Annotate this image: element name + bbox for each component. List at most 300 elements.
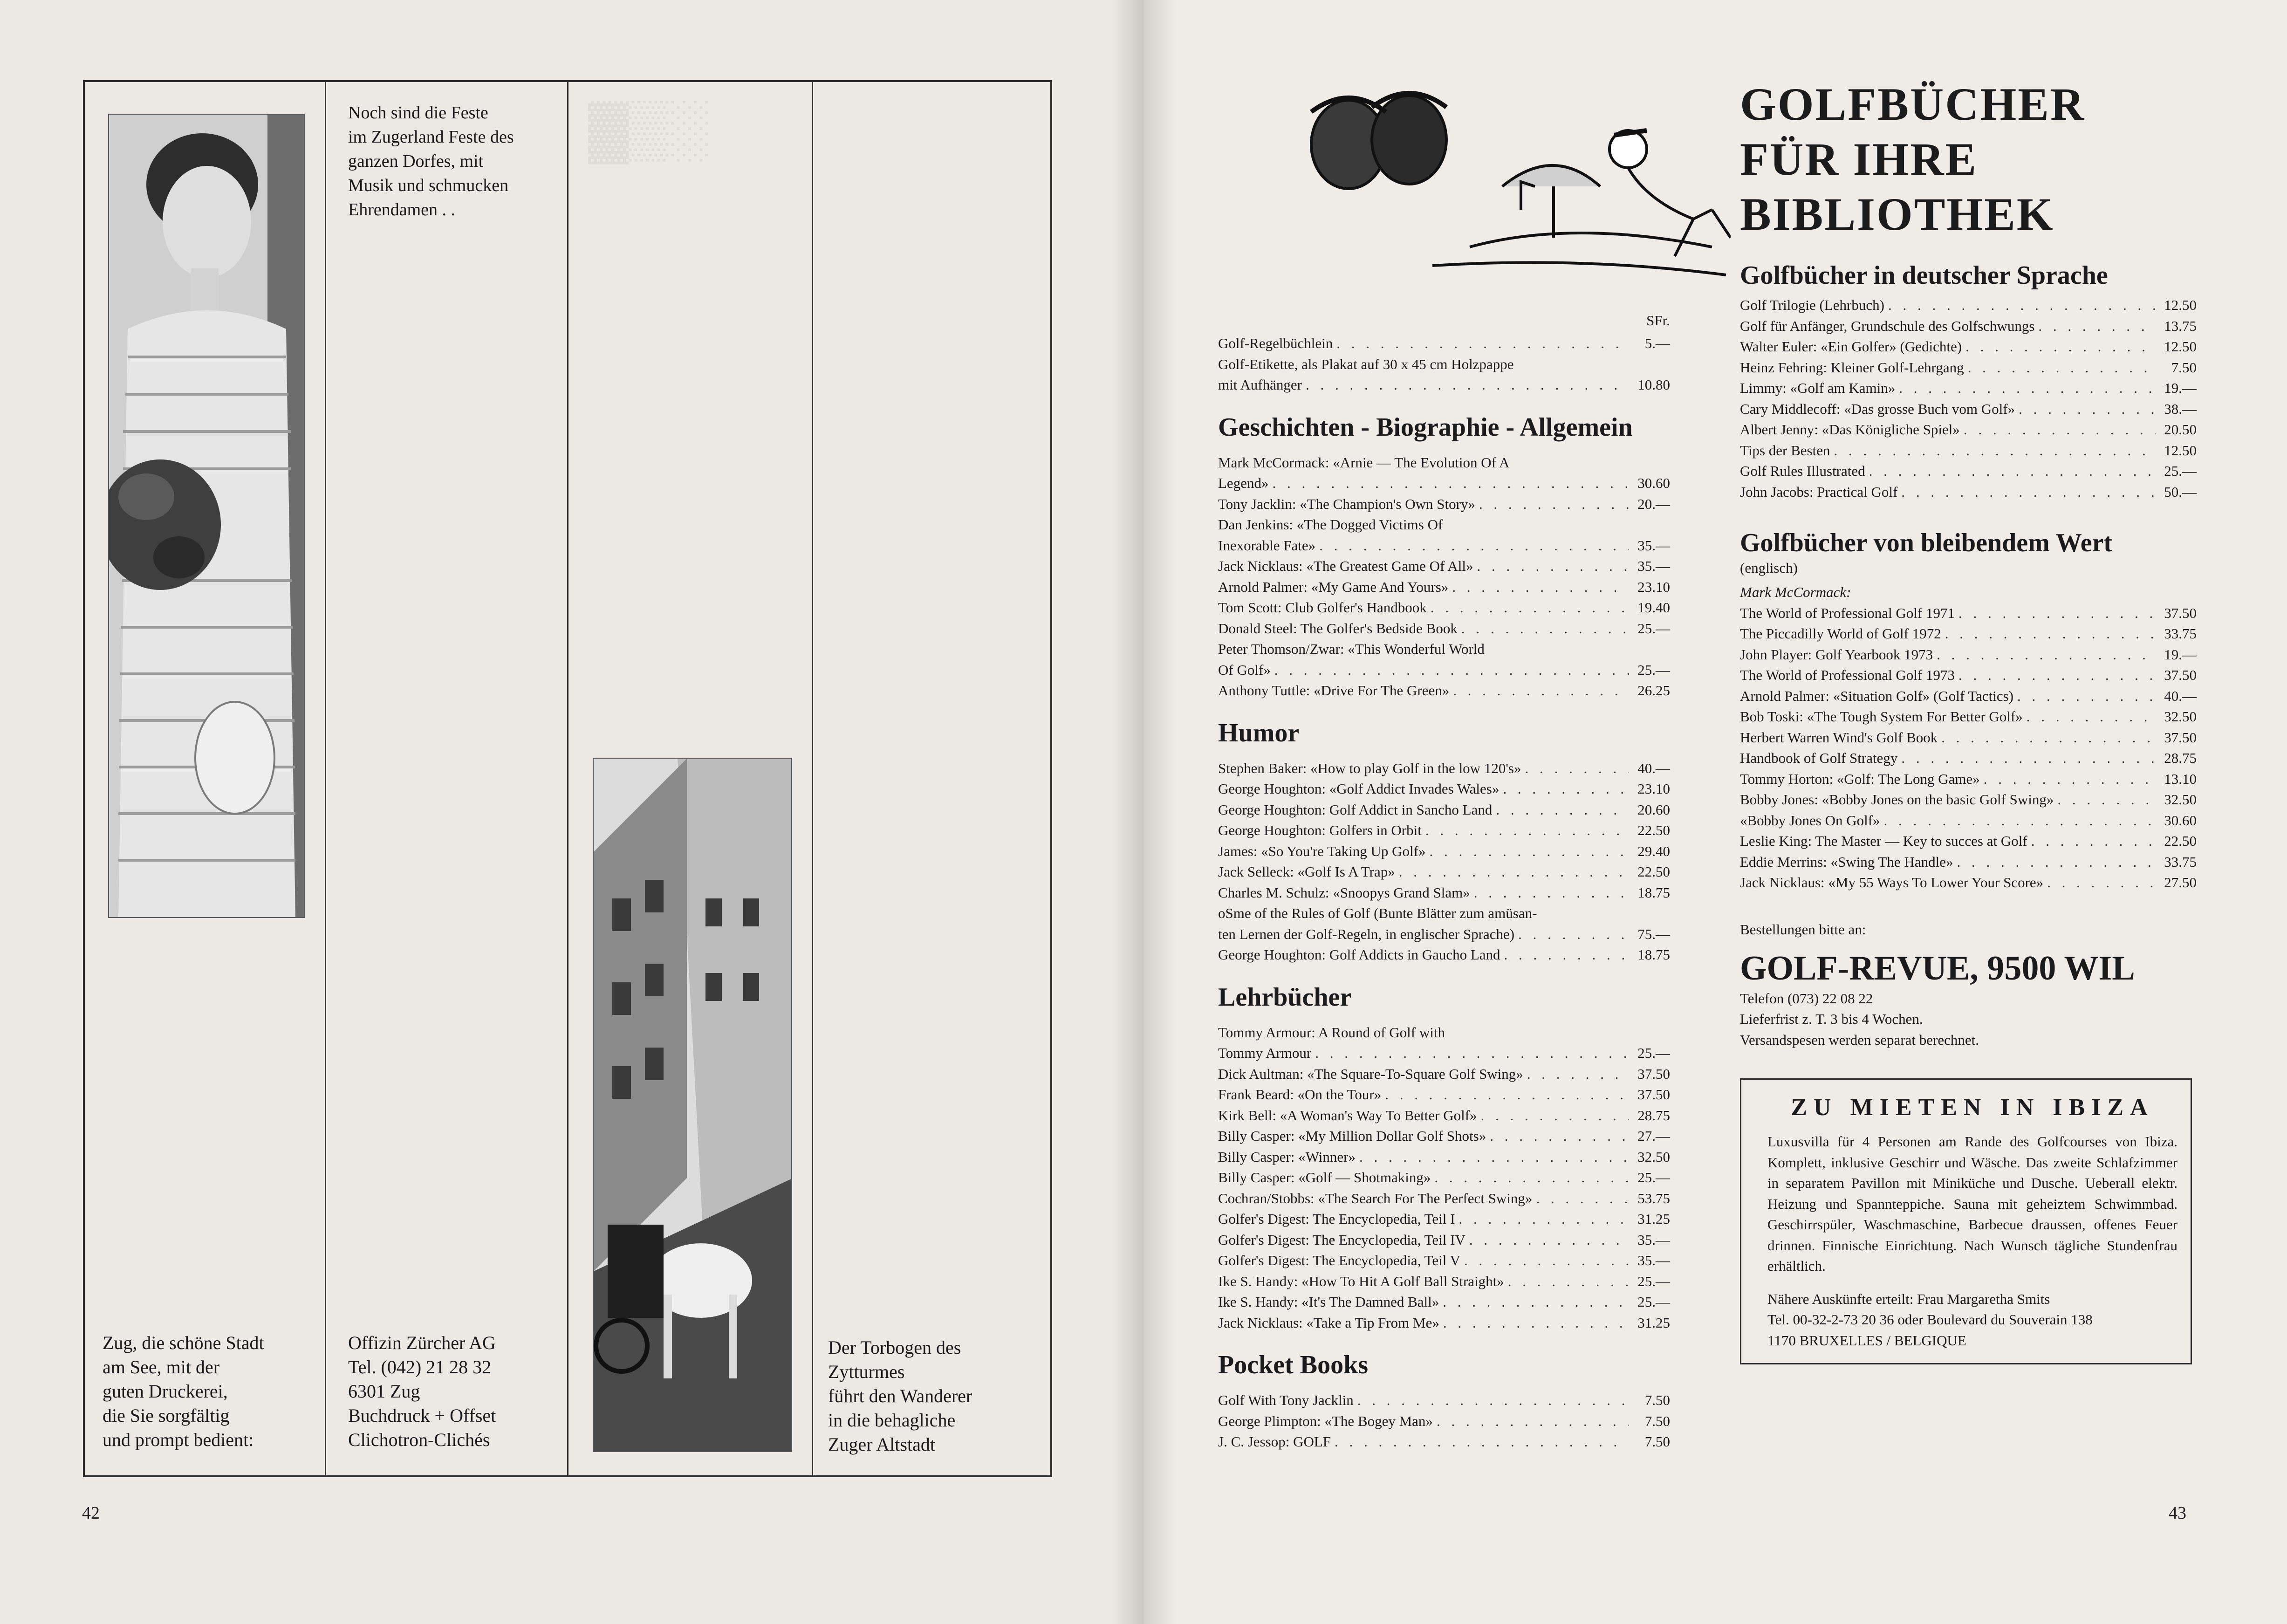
caption-line: in die behagliche	[828, 1410, 956, 1431]
order-lead: Bestellungen bitte an:	[1740, 921, 1866, 938]
leader-dots	[1443, 1292, 1629, 1313]
grid-divider	[812, 82, 813, 1475]
photo-woman-with-flowers	[108, 114, 305, 918]
item-price: 19.—	[2164, 646, 2197, 663]
order-detail: Telefon (073) 22 08 22	[1740, 990, 1873, 1007]
item-title: Mark McCormack: «Arnie — The Evolution Of A	[1218, 454, 1510, 471]
leader-dots	[2031, 831, 2156, 852]
caption-line: im Zugerland Feste des	[348, 127, 514, 147]
item-title: Jack Selleck: «Golf Is A Trap»	[1218, 863, 1395, 880]
lasting-book-list	[1740, 603, 2197, 893]
gutter-shadow	[1144, 0, 1176, 1624]
item-price: 7.50	[1644, 1433, 1670, 1450]
caption-line: Zytturmes	[828, 1361, 905, 1382]
list-item	[1740, 769, 2197, 790]
item-price: 25.—	[1637, 1169, 1670, 1185]
item-price: 12.50	[2164, 338, 2197, 355]
item-title: Arnold Palmer: «Situation Golf» (Golf Tactics)	[1740, 687, 2014, 704]
item-price: 37.50	[2164, 604, 2197, 621]
leader-dots	[1490, 1126, 1629, 1147]
leader-dots	[1461, 618, 1629, 639]
item-price: 27.50	[2164, 874, 2197, 891]
leader-dots	[1958, 665, 2156, 686]
leader-dots	[1964, 419, 2156, 440]
list-item	[1218, 1167, 1670, 1188]
caption-zug	[103, 1331, 322, 1452]
item-price: 35.—	[1637, 1252, 1670, 1268]
section-heading: Geschichten - Biographie - Allgemein	[1218, 412, 1633, 442]
item-title: George Houghton: Golf Addicts in Gaucho Land	[1218, 946, 1500, 963]
contact-line: 1170 BRUXELLES / BELGIQUE	[1767, 1332, 1966, 1349]
item-price: 32.50	[1637, 1148, 1670, 1165]
item-price: 33.75	[2164, 853, 2197, 870]
item-price: 28.75	[2164, 750, 2197, 766]
currency-label: SFr.	[1646, 312, 1670, 329]
list-item	[1740, 440, 2197, 461]
item-title: Bob Toski: «The Tough System For Better Golf»	[1740, 708, 2023, 725]
list-item	[1218, 1147, 1670, 1168]
cartoon-illustration	[1293, 79, 1731, 294]
leader-dots	[1496, 800, 1629, 821]
item-title: The World of Professional Golf 1971	[1740, 604, 1955, 621]
leader-dots	[1335, 1432, 1629, 1453]
item-price: 20.50	[2164, 421, 2197, 438]
list-item	[1218, 800, 1670, 821]
page-number: 42	[82, 1503, 100, 1523]
leader-dots	[1385, 1084, 1629, 1105]
list-item	[1218, 1271, 1670, 1292]
list-item	[1218, 680, 1670, 701]
item-title: Golf-Regelbüchlein	[1218, 335, 1333, 351]
item-title: Billy Casper: «Golf — Shotmaking»	[1218, 1169, 1431, 1185]
section-heading: Pocket Books	[1218, 1350, 1368, 1379]
page-title	[1740, 77, 2197, 242]
list-item	[1218, 924, 1670, 945]
item-title: Albert Jenny: «Das Königliche Spiel»	[1740, 421, 1960, 438]
book-list-sections	[1218, 333, 1670, 1453]
list-item	[1218, 820, 1670, 841]
item-title: Tom Scott: Club Golfer's Handbook	[1218, 599, 1427, 616]
item-price: 28.75	[1637, 1107, 1670, 1124]
leader-dots	[1504, 945, 1629, 966]
leader-dots	[1479, 494, 1629, 515]
item-title: The World of Professional Golf 1973	[1740, 667, 1955, 683]
item-price: 31.25	[1637, 1211, 1670, 1227]
leader-dots	[1429, 841, 1629, 862]
item-price: 50.—	[2164, 483, 2197, 500]
item-price: 10.80	[1637, 377, 1670, 393]
bleed-through-texture: ▓▒░	[588, 97, 708, 159]
item-price: 22.50	[1637, 822, 1670, 838]
item-price: 75.—	[1637, 925, 1670, 942]
list-item	[1740, 727, 2197, 748]
item-title: Herbert Warren Wind's Golf Book	[1740, 729, 1938, 746]
item-title: John Player: Golf Yearbook 1973	[1740, 646, 1933, 663]
item-title: Handbook of Golf Strategy	[1740, 750, 1898, 766]
ibiza-advert-box	[1740, 1078, 2192, 1364]
item-price: 30.60	[2164, 812, 2197, 829]
leader-dots	[1508, 1271, 1629, 1292]
leader-dots	[1536, 1188, 1629, 1209]
item-title: Bobby Jones: «Bobby Jones on the basic Golf Swing»	[1740, 791, 2054, 808]
leader-dots	[1901, 748, 2156, 769]
item-title: Kirk Bell: «A Woman's Way To Better Golf»	[1218, 1107, 1477, 1124]
list-item	[1218, 514, 1670, 535]
list-item	[1740, 482, 2197, 503]
title-line: BIBLIOTHEK	[1740, 188, 2054, 240]
caption-line: Buchdruck + Offset	[348, 1405, 496, 1426]
list-item	[1218, 1390, 1670, 1411]
leader-dots	[1458, 1209, 1629, 1230]
leader-dots	[1306, 375, 1629, 396]
woman-illustration	[109, 115, 305, 918]
leader-dots	[1315, 1043, 1629, 1064]
page-number: 43	[2169, 1503, 2186, 1523]
list-item	[1218, 1411, 1670, 1432]
section-heading-german: Golfbücher in deutscher Sprache	[1740, 261, 2108, 290]
item-title: James: «So You're Taking Up Golf»	[1218, 843, 1426, 859]
item-title: Legend»	[1218, 475, 1269, 491]
list-item	[1740, 624, 2197, 644]
list-item	[1740, 316, 2197, 337]
caption-line: Zuger Altstadt	[828, 1434, 935, 1455]
item-title: Cochran/Stobbs: «The Search For The Perfect Swing»	[1218, 1190, 1533, 1206]
leader-dots	[2019, 399, 2156, 420]
title-line: GOLFBÜCHER	[1740, 78, 2086, 130]
leader-dots	[1452, 577, 1629, 598]
list-item	[1218, 494, 1670, 515]
list-item	[1218, 1084, 1670, 1105]
item-price: 20.60	[1637, 801, 1670, 818]
caption-feste	[348, 101, 558, 222]
item-price: 25.—	[1637, 661, 1670, 678]
caption-line: ganzen Dorfes, mit	[348, 151, 484, 171]
caption-line: Der Torbogen des	[828, 1337, 961, 1358]
leader-dots	[1443, 1313, 1629, 1334]
leader-dots	[1899, 378, 2156, 399]
list-item	[1218, 354, 1670, 375]
item-title: Tips der Besten	[1740, 442, 1830, 459]
leader-dots	[1884, 810, 2156, 831]
leader-dots	[1434, 1167, 1629, 1188]
caption-line: Musik und schmucken	[348, 176, 509, 195]
list-item	[1740, 748, 2197, 769]
item-price: 29.40	[1637, 843, 1670, 859]
list-item	[1218, 618, 1670, 639]
leader-dots	[1869, 461, 2156, 482]
item-price: 12.50	[2164, 297, 2197, 313]
list-item	[1218, 1126, 1670, 1147]
street-illustration	[594, 759, 792, 1452]
list-item	[1218, 333, 1670, 354]
list-item	[1740, 706, 2197, 727]
item-title: oSme of the Rules of Golf (Bunte Blätter zum amüsan-	[1218, 905, 1537, 921]
item-title: Golfer's Digest: The Encyclopedia, Teil V	[1218, 1252, 1460, 1268]
item-title: Billy Casper: «My Million Dollar Golf Shots»	[1218, 1128, 1486, 1144]
item-title: Stephen Baker: «How to play Golf in the low 120's»	[1218, 760, 1521, 776]
item-title: Of Golf»	[1218, 661, 1271, 678]
list-item	[1740, 603, 2197, 624]
leader-dots	[1965, 336, 2156, 357]
list-item	[1218, 535, 1670, 556]
german-book-list	[1740, 295, 2197, 502]
item-title: Golf Trilogie (Lehrbuch)	[1740, 297, 1884, 313]
list-item	[1218, 1064, 1670, 1085]
advert-title: ZU MIETEN IN IBIZA	[1791, 1094, 2154, 1121]
list-item	[1218, 1022, 1670, 1043]
leader-dots	[1481, 1105, 1629, 1126]
list-item	[1218, 660, 1670, 681]
leader-dots	[1425, 820, 1629, 841]
leader-dots	[1477, 556, 1630, 577]
grid-divider	[325, 82, 326, 1475]
list-item	[1740, 831, 2197, 852]
author-label: Mark McCormack:	[1740, 584, 1851, 600]
item-title: George Houghton: Golfers in Orbit	[1218, 822, 1422, 838]
list-item	[1218, 1043, 1670, 1064]
contact-line: Tel. 00-32-2-73 20 36 oder Boulevard du Souverain 138	[1767, 1311, 2093, 1328]
leader-dots	[2038, 316, 2156, 337]
item-price: 35.—	[1637, 558, 1670, 574]
list-item	[1218, 1209, 1670, 1230]
item-price: 7.50	[1644, 1412, 1670, 1429]
leader-dots	[1518, 924, 1629, 945]
list-item	[1218, 841, 1670, 862]
leader-dots	[1474, 883, 1629, 904]
order-detail: Lieferfrist z. T. 3 bis 4 Wochen.	[1740, 1011, 1923, 1027]
item-price: 40.—	[1637, 760, 1670, 776]
item-title: Jack Nicklaus: «The Greatest Game Of All»	[1218, 558, 1473, 574]
leader-dots	[2027, 706, 2156, 727]
leader-dots	[1503, 779, 1629, 800]
title-line: FÜR IHRE	[1740, 133, 1978, 185]
list-item	[1740, 378, 2197, 399]
item-price: 40.—	[2164, 687, 2197, 704]
list-item	[1740, 461, 2197, 482]
item-price: 32.50	[2164, 791, 2197, 808]
leader-dots	[1958, 603, 2156, 624]
item-price: 13.75	[2164, 317, 2197, 334]
item-price: 27.—	[1637, 1128, 1670, 1144]
caption-line: Zug, die schöne Stadt	[103, 1332, 264, 1353]
item-title: Ike S. Handy: «How To Hit A Golf Ball Straight»	[1218, 1273, 1504, 1289]
item-price: 7.50	[1644, 1392, 1670, 1408]
list-item	[1740, 644, 2197, 665]
leader-dots	[1336, 333, 1629, 354]
gutter-shadow	[1111, 0, 1144, 1624]
section-heading: Lehrbücher	[1218, 982, 1352, 1012]
advert-contact	[1767, 1289, 2177, 1351]
item-price: 12.50	[2164, 442, 2197, 459]
item-title: Jack Nicklaus: «My 55 Ways To Lower Your Score»	[1740, 874, 2044, 891]
item-price: 30.60	[1637, 475, 1670, 491]
photo-grid-frame	[83, 80, 1052, 1477]
list-item	[1218, 945, 1670, 966]
item-price: 33.75	[2164, 625, 2197, 642]
item-title: Golf für Anfänger, Grundschule des Golfschwungs	[1740, 317, 2035, 334]
item-title: Dan Jenkins: «The Dogged Victims Of	[1218, 516, 1443, 533]
item-title: Peter Thomson/Zwar: «This Wonderful World	[1218, 641, 1485, 657]
item-title: Golf Rules Illustrated	[1740, 463, 1865, 479]
list-item	[1740, 686, 2197, 707]
item-title: Golf-Etikette, als Plakat auf 30 x 45 cm Holzpappe	[1218, 356, 1514, 372]
caption-line: die Sie sorgfältig	[103, 1405, 230, 1426]
item-title: Leslie King: The Master — Key to succes at Golf	[1740, 833, 2027, 849]
item-title: Tony Jacklin: «The Champion's Own Story»	[1218, 495, 1475, 512]
item-title: Arnold Palmer: «My Game And Yours»	[1218, 578, 1449, 595]
item-price: 37.50	[2164, 667, 2197, 683]
item-price: 22.50	[2164, 833, 2197, 849]
item-title: Cary Middlecoff: «Das grosse Buch vom Golf»	[1740, 400, 2015, 417]
item-price: 23.10	[1637, 578, 1670, 595]
advert-body: Luxusvilla für 4 Personen am Rande des Golfcourses von Ibiza. Komplett, inklusive Geschirr und Wäsche. Das zweite Schlafzimmer in separatem Pavillon mit Miniküche und Dusche. Ueberall elektr. Heizung und Spannteppiche. Sauna mit geheiztem Schwimmbad. Geschirrspüler, Waschmaschine, Barbecue draussen, offenes Feuer drinnen. Finnische Einrichtung. Nach Wunsch tägliche Stundenfrau erhältlich.	[1767, 1133, 2177, 1274]
leader-dots	[1984, 769, 2156, 790]
leader-dots	[1834, 440, 2156, 461]
list-item	[1740, 852, 2197, 873]
caption-line: Ehrendamen . .	[348, 200, 456, 219]
item-title: George Houghton: «Golf Addict Invades Wales»	[1218, 781, 1500, 797]
item-title: Golfer's Digest: The Encyclopedia, Teil I	[1218, 1211, 1455, 1227]
leader-dots	[2017, 686, 2156, 707]
leader-dots	[1957, 852, 2156, 873]
item-title: Ike S. Handy: «It's The Damned Ball»	[1218, 1294, 1439, 1310]
list-item	[1218, 883, 1670, 904]
caption-line: Offizin Zürcher AG	[348, 1332, 496, 1353]
item-price: 32.50	[2164, 708, 2197, 725]
caption-line: 6301 Zug	[348, 1381, 420, 1402]
caption-line: Tel. (042) 21 28 32	[348, 1357, 492, 1377]
item-price: 37.50	[1637, 1065, 1670, 1082]
list-item	[1740, 789, 2197, 810]
item-title: John Jacobs: Practical Golf	[1740, 483, 1898, 500]
item-title: Tommy Armour: A Round of Golf with	[1218, 1024, 1445, 1041]
section-heading-lasting: Golfbücher von bleibendem Wert	[1740, 528, 2113, 557]
item-title: George Houghton: Golf Addict in Sancho Land	[1218, 801, 1493, 818]
list-item	[1218, 473, 1670, 494]
item-title: Golf With Tony Jacklin	[1218, 1392, 1354, 1408]
item-title: Frank Beard: «On the Tour»	[1218, 1086, 1382, 1103]
item-title: Heinz Fehring: Kleiner Golf-Lehrgang	[1740, 359, 1964, 376]
right-page	[1144, 0, 2287, 1624]
leader-dots	[1937, 644, 2156, 665]
book-list-column-right	[1740, 0, 2197, 1364]
list-item	[1218, 1188, 1670, 1209]
item-title: Tommy Horton: «Golf: The Long Game»	[1740, 770, 1980, 787]
list-item	[1218, 1432, 1670, 1453]
item-price: 18.75	[1637, 946, 1670, 963]
item-title: Tommy Armour	[1218, 1045, 1312, 1061]
item-price: 26.25	[1637, 682, 1670, 699]
item-price: 23.10	[1637, 781, 1670, 797]
leader-dots	[2047, 872, 2156, 893]
leader-dots	[1945, 624, 2156, 644]
list-item	[1740, 665, 2197, 686]
item-title: Anthony Tuttle: «Drive For The Green»	[1218, 682, 1450, 699]
list-item	[1740, 810, 2197, 831]
leader-dots	[1941, 727, 2156, 748]
leader-dots	[1274, 660, 1629, 681]
item-price: 35.—	[1637, 1231, 1670, 1248]
list-item	[1218, 639, 1670, 660]
caption-line: Noch sind die Feste	[348, 103, 488, 123]
list-item	[1218, 779, 1670, 800]
section-note: (englisch)	[1740, 560, 1798, 576]
item-price: 5.—	[1644, 335, 1670, 351]
item-price: 37.50	[1637, 1086, 1670, 1103]
leader-dots	[1437, 1411, 1629, 1432]
leader-dots	[1527, 1064, 1629, 1085]
list-item	[1218, 1230, 1670, 1251]
order-detail: Versandspesen werden separat berechnet.	[1740, 1031, 1979, 1048]
list-item	[1218, 577, 1670, 598]
contact-line: Nähere Auskünfte erteilt: Frau Margaretha Smits	[1767, 1290, 2050, 1307]
leader-dots	[1359, 1147, 1629, 1168]
item-title: Walter Euler: «Ein Golfer» (Gedichte)	[1740, 338, 1962, 355]
leader-dots	[1431, 597, 1629, 618]
caption-printer-address	[348, 1331, 572, 1452]
list-item	[1218, 1313, 1670, 1334]
item-title: Golfer's Digest: The Encyclopedia, Teil IV	[1218, 1231, 1465, 1248]
caption-line: und prompt bedient:	[103, 1429, 254, 1450]
item-title: J. C. Jessop: GOLF	[1218, 1433, 1331, 1450]
item-title: «Bobby Jones On Golf»	[1740, 812, 1880, 829]
list-item	[1740, 419, 2197, 440]
item-title: Inexorable Fate»	[1218, 537, 1316, 554]
item-price: 25.—	[2164, 463, 2197, 479]
item-title: Charles M. Schulz: «Snoopys Grand Slam»	[1218, 884, 1470, 901]
leader-dots	[1901, 482, 2156, 503]
list-item	[1740, 336, 2197, 357]
item-title: Dick Aultman: «The Square-To-Square Golf Swing»	[1218, 1065, 1523, 1082]
item-price: 25.—	[1637, 1294, 1670, 1310]
list-item	[1740, 399, 2197, 420]
list-item	[1740, 872, 2197, 893]
leader-dots	[1319, 535, 1629, 556]
leader-dots	[1453, 680, 1629, 701]
item-title: Jack Nicklaus: «Take a Tip From Me»	[1218, 1314, 1439, 1331]
item-price: 35.—	[1637, 537, 1670, 554]
item-price: 31.25	[1637, 1314, 1670, 1331]
item-price: 13.10	[2164, 770, 2197, 787]
grid-divider	[567, 82, 568, 1475]
list-item	[1218, 1105, 1670, 1126]
item-title: George Plimpton: «The Bogey Man»	[1218, 1412, 1433, 1429]
item-title: Eddie Merrins: «Swing The Handle»	[1740, 853, 1953, 870]
leader-dots	[2057, 789, 2156, 810]
photo-old-town-street	[593, 758, 792, 1452]
leader-dots	[1888, 295, 2156, 316]
leader-dots	[1272, 473, 1629, 494]
list-item	[1218, 903, 1670, 924]
item-title: Donald Steel: The Golfer's Bedside Book	[1218, 620, 1458, 637]
caption-torbogen	[828, 1336, 1038, 1457]
list-item	[1218, 597, 1670, 618]
item-price: 25.—	[1637, 620, 1670, 637]
item-price: 19.40	[1637, 599, 1670, 616]
leader-dots	[1357, 1390, 1629, 1411]
item-title: Limmy: «Golf am Kamin»	[1740, 380, 1896, 396]
list-item	[1218, 452, 1670, 473]
list-item	[1740, 357, 2197, 378]
caption-line: guten Druckerei,	[103, 1381, 228, 1402]
item-title: ten Lernen der Golf-Regeln, in englischer Sprache)	[1218, 925, 1515, 942]
list-item	[1218, 1292, 1670, 1313]
item-price: 18.75	[1637, 884, 1670, 901]
list-item	[1218, 556, 1670, 577]
item-title: Billy Casper: «Winner»	[1218, 1148, 1356, 1165]
item-price: 53.75	[1637, 1190, 1670, 1206]
order-publisher: GOLF-REVUE, 9500 WIL	[1740, 949, 2135, 987]
